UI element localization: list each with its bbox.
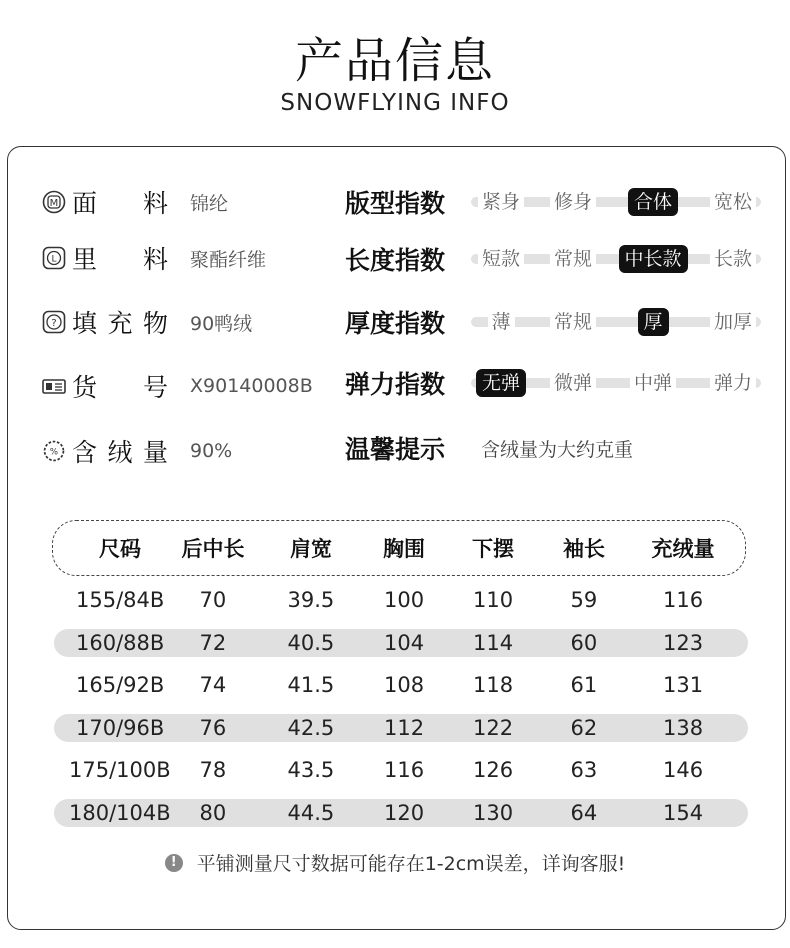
table-cell: 63	[570, 758, 598, 782]
attr-value: 聚酯纤维	[190, 248, 267, 271]
table-cell: 118	[473, 673, 514, 697]
index-option: 常规	[550, 245, 596, 273]
table-cell: 39.5	[287, 588, 335, 612]
index-options	[471, 182, 765, 222]
table-cell: 64	[570, 800, 598, 825]
table-header-cell: 后中长	[181, 537, 245, 561]
index-option: 薄	[488, 308, 515, 336]
index-option-selected: 无弹	[476, 369, 526, 397]
lining-l-icon	[42, 246, 66, 270]
table-cell: 41.5	[287, 673, 335, 697]
attr-label	[72, 304, 168, 340]
table-cell: 80	[199, 800, 227, 825]
table-cell: 116	[384, 758, 425, 782]
footnote-text: 平铺测量尺寸数据可能存在1-2cm误差，详询客服!	[196, 853, 626, 875]
table-header-cell: 肩宽	[290, 537, 332, 561]
table-cell: 76	[199, 715, 227, 740]
fabric-m-icon	[42, 190, 66, 214]
index-option: 修身	[550, 188, 596, 216]
table-cell: 104	[384, 630, 425, 655]
attr-value: 90%	[190, 440, 233, 462]
filling-question-icon	[42, 310, 66, 334]
table-cell: 70	[199, 588, 227, 612]
index-option: 紧身	[478, 188, 524, 216]
page-subtitle: SNOWFLYING INFO	[280, 90, 510, 116]
table-cell: 62	[570, 715, 598, 740]
table-cell: 44.5	[287, 800, 335, 825]
attr-lining	[42, 238, 266, 278]
table-cell: 42.5	[287, 715, 335, 740]
attr-label-char: 面	[72, 189, 98, 218]
table-cell: 180/104B	[69, 800, 171, 825]
attr-label-char: 量	[142, 438, 168, 467]
attr-label-char: 里	[72, 245, 98, 274]
info-icon: !	[165, 854, 183, 872]
attr-label	[72, 184, 168, 220]
table-cell: 154	[663, 800, 704, 825]
attr-label	[72, 240, 168, 276]
id-card-icon	[42, 374, 66, 398]
index-name: 版型指数	[345, 189, 446, 218]
table-header-cell: 下摆	[472, 537, 514, 561]
table-cell: 165/92B	[76, 673, 165, 697]
index-options	[471, 239, 765, 279]
table-cell: 110	[473, 588, 514, 612]
table-cell: 120	[384, 800, 425, 825]
table-header-cell: 充绒量	[651, 537, 715, 561]
attr-icon-letter: L	[51, 254, 57, 265]
attr-filling	[42, 302, 252, 342]
footnote	[0, 849, 790, 876]
attr-down-content	[42, 431, 232, 471]
attr-label	[72, 368, 168, 404]
table-cell: 126	[473, 758, 514, 782]
table-cell: 112	[384, 715, 425, 740]
attr-value: 90鸭绒	[190, 312, 253, 335]
table-cell: 122	[473, 715, 514, 740]
index-options	[471, 363, 765, 403]
attr-icon-letter: %	[49, 447, 59, 458]
tip-text: 含绒量为大约克重	[481, 438, 634, 461]
table-cell: 43.5	[287, 758, 335, 782]
attr-label-char: 充	[107, 309, 133, 338]
table-header-cell: 尺码	[99, 537, 141, 561]
table-cell: 78	[199, 758, 227, 782]
table-cell: 123	[663, 630, 704, 655]
attr-label-char: 含	[72, 438, 98, 467]
attr-fabric	[42, 182, 228, 222]
table-cell: 130	[473, 800, 514, 825]
attr-value: X90140008B	[190, 375, 313, 397]
attr-label-char: 绒	[107, 438, 133, 467]
index-name: 厚度指数	[345, 309, 446, 338]
tip-name: 温馨提示	[345, 435, 446, 464]
attr-icon-letter: M	[49, 198, 59, 209]
index-option: 短款	[478, 245, 524, 273]
table-cell: 131	[663, 673, 704, 697]
page-title: 产品信息	[294, 33, 495, 89]
table-cell: 146	[663, 758, 704, 782]
index-thickness	[345, 302, 753, 342]
percent-gauge-icon	[42, 439, 66, 463]
attr-label-char: 货	[72, 373, 98, 402]
index-option: 长款	[710, 245, 756, 273]
warm-tip	[345, 428, 633, 468]
index-option: 常规	[550, 308, 596, 336]
index-options	[471, 302, 765, 342]
index-option-selected: 厚	[638, 308, 669, 336]
table-cell: 138	[663, 715, 704, 740]
index-option: 微弹	[550, 369, 596, 397]
attr-icon-letter: ?	[51, 318, 57, 329]
table-cell: 74	[199, 673, 227, 697]
table-cell: 170/96B	[76, 715, 165, 740]
table-cell: 175/100B	[69, 758, 171, 782]
index-fit	[345, 182, 753, 222]
table-cell: 100	[384, 588, 425, 612]
attr-label-char: 物	[142, 309, 168, 338]
index-name: 长度指数	[345, 246, 446, 275]
table-header-cell: 胸围	[383, 537, 425, 561]
attr-label-char: 料	[142, 189, 168, 218]
table-cell: 116	[663, 588, 704, 612]
attr-label-char: 料	[142, 245, 168, 274]
index-name: 弹力指数	[345, 370, 446, 399]
attr-label	[72, 433, 168, 469]
table-cell: 60	[570, 630, 598, 655]
table-header-cell: 袖长	[563, 537, 605, 561]
index-option: 加厚	[710, 308, 756, 336]
index-elasticity	[345, 363, 753, 403]
index-option: 中弹	[630, 369, 676, 397]
index-option-selected: 合体	[628, 188, 678, 216]
index-length	[345, 239, 753, 279]
attr-label-char: 填	[72, 309, 98, 338]
table-cell: 160/88B	[76, 630, 165, 655]
index-option: 弹力	[710, 369, 756, 397]
attr-label-char: 号	[142, 373, 168, 402]
attr-value: 锦纶	[190, 192, 229, 215]
index-option-selected: 中长款	[619, 245, 688, 273]
table-cell: 114	[473, 630, 514, 655]
table-cell: 40.5	[287, 630, 335, 655]
attr-item-no	[42, 366, 313, 406]
table-cell: 61	[570, 673, 598, 697]
table-cell: 108	[384, 673, 425, 697]
table-cell: 155/84B	[76, 588, 165, 612]
table-cell: 59	[570, 588, 598, 612]
index-option: 宽松	[710, 188, 756, 216]
table-cell: 72	[199, 630, 227, 655]
